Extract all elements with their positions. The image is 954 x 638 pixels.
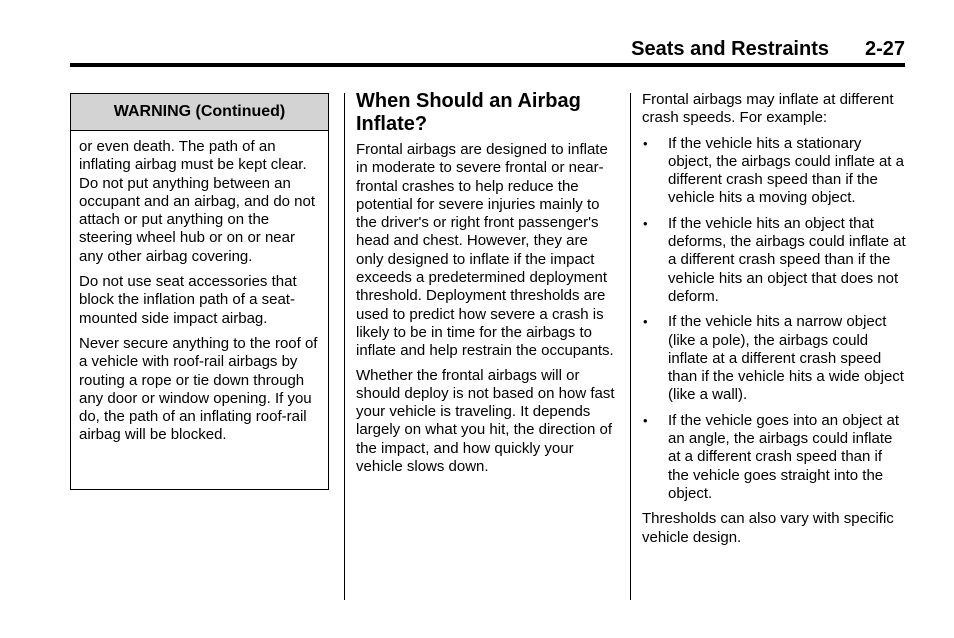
list-item: • If the vehicle hits a stationary object, the airbags could inflate at a different crash speed than if the vehicle hits a moving object. [643, 134, 904, 207]
column-divider [630, 93, 631, 600]
bullet-icon: • [643, 135, 648, 151]
bullet-icon: • [643, 314, 648, 330]
bullet-list [642, 135, 906, 504]
section-title: Seats and Restraints [631, 38, 829, 60]
list-item: • If the vehicle goes into an object at an angle, the airbags could inflate at a different crash speed than if the vehicle goes straight into the object. [643, 411, 899, 502]
warning-paragraph: or even death. The path of an inflating airbag must be kept clear. Do not put anything between an occupant and an airbag, and do not attach or put anything on the steering wheel hub or on or near any other airbag covering. [79, 138, 316, 265]
page-header [70, 38, 905, 62]
warning-body [71, 131, 328, 445]
outro-paragraph: Thresholds can also vary with specific vehicle design. [642, 510, 894, 546]
bullet-icon: • [643, 412, 648, 428]
list-item: • If the vehicle hits an object that deforms, the airbags could inflate at a different crash speed than if the vehicle hits an object that does not deform. [643, 214, 906, 305]
page-number: 2-27 [864, 38, 905, 60]
list-item: • If the vehicle hits a narrow object (like a pole), the airbags could inflate at a different crash speed than if the vehicle hits a wide object (like a wall). [643, 313, 904, 404]
warning-paragraph: Do not use seat accessories that block the inflation path of a seat-mounted side impact airbag. [79, 273, 297, 327]
middle-column [356, 90, 618, 476]
body-paragraph: Whether the frontal airbags will or should deploy is not based on how fast your vehicle is traveling. It depends largely on what you hit, the direction of the impact, and how quickly your vehicle slows down. [356, 366, 615, 476]
right-column [642, 91, 906, 547]
bullet-icon: • [643, 215, 648, 231]
column-divider [344, 93, 345, 600]
warning-box [70, 93, 329, 490]
intro-paragraph: Frontal airbags may inflate at different crash speeds. For example: [642, 91, 894, 127]
warning-title: WARNING (Continued) [71, 94, 328, 131]
warning-paragraph: Never secure anything to the roof of a vehicle with roof-rail airbags by routing a rope or tie down through any door or window opening. If you do, the path of an inflating roof-rail airbag will be blocked. [79, 334, 318, 444]
header-rule [70, 63, 905, 67]
body-paragraph: Frontal airbags are designed to inflate in moderate to severe frontal or near-frontal crashes to help reduce the potential for severe injuries mainly to the driver's or right front passenger's head and chest. However, they are only designed to inflate if the impact exceeds a predetermined deployment threshold. Deployment thresholds are used to predict how severe a crash is likely to be in time for the airbags to inflate and help restrain the occupants. [356, 141, 614, 360]
section-heading: When Should an Airbag Inflate? [356, 90, 581, 135]
